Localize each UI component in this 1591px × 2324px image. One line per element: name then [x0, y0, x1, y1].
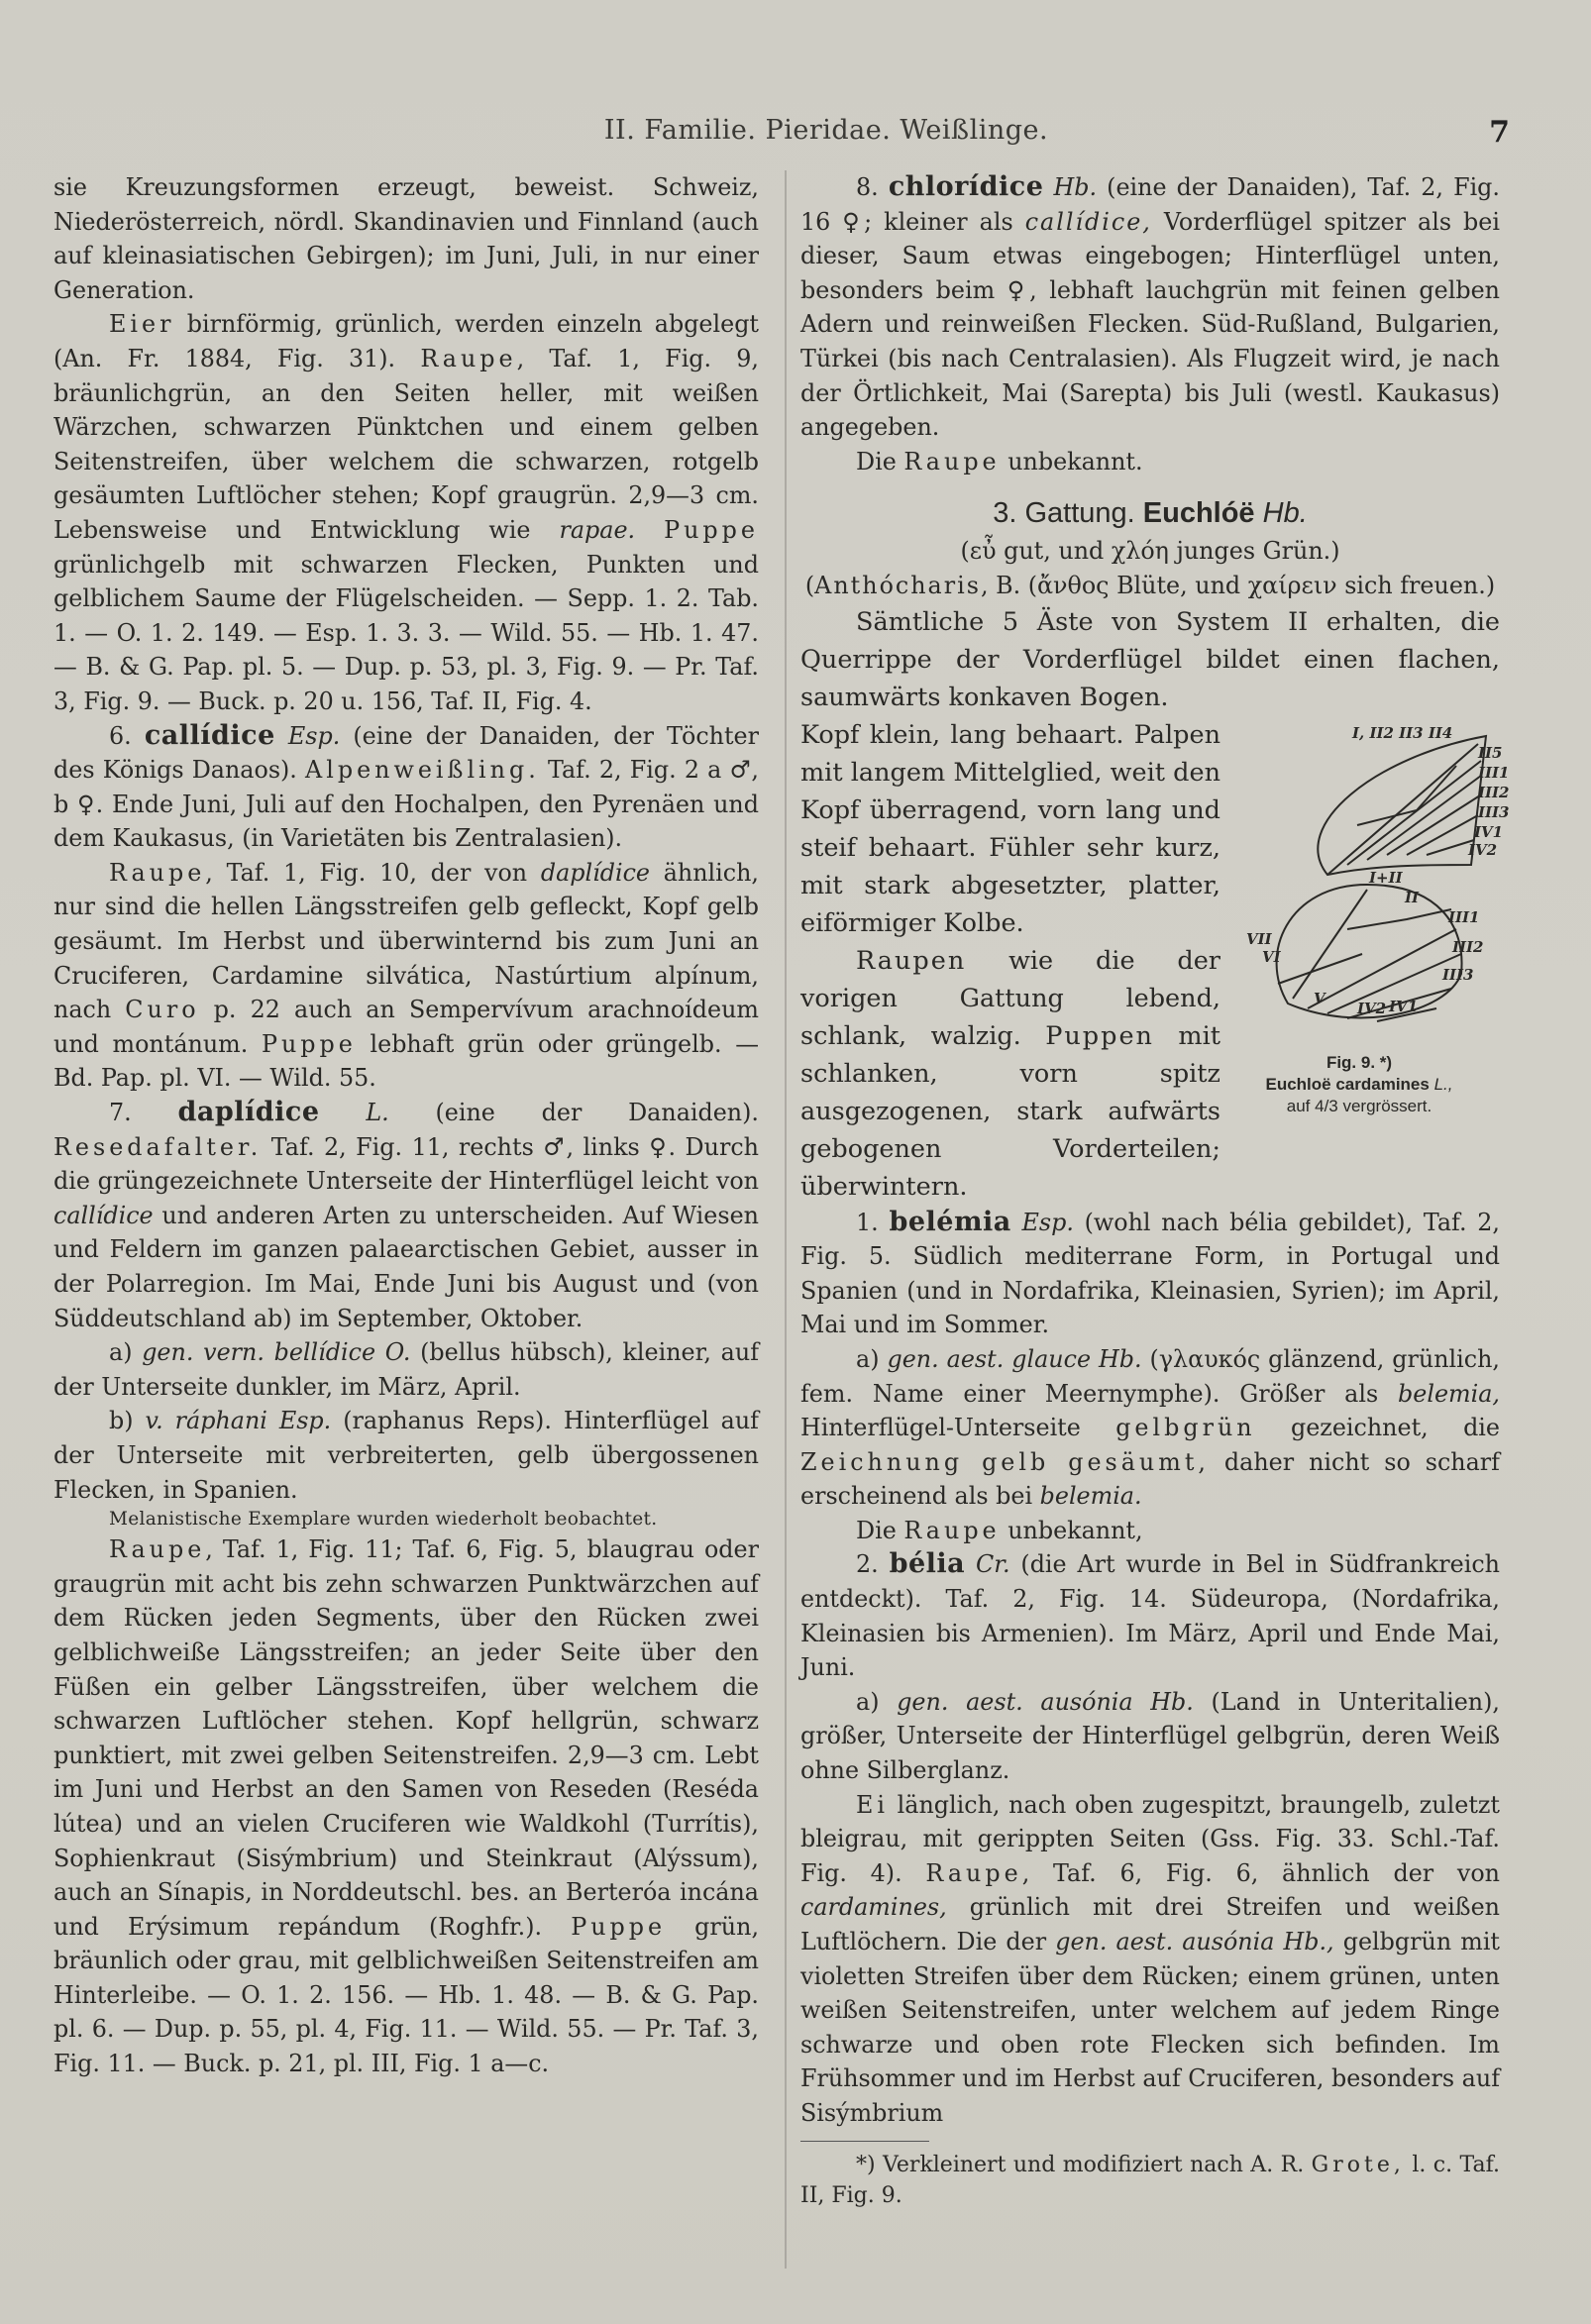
- left-column: [53, 170, 759, 2081]
- paragraph: Eier birnförmig, grünlich, werden einzeln abgelegt (An. Fr. 1884, Fig. 31). Raupe, Taf. 1, Fig. 9, bräunlichgrün, an den Seiten heller, mit weißen Wärzchen, schwarzen Pünktchen und einem gelben Seitenstreifen, über welchem die schwarzen, rotgelb gesäumten Luftlöcher stehen; Kopf graugrün. 2,9—3 cm. Lebensweise und Entwicklung wie rapae. Puppe grünlichgelb mit schwarzen Flecken, Punkten und gelblichem Saume der Flügelscheiden. — Sepp. 1. 2. Tab. 1. — O. 1. 2. 149. — Esp. 1. 3. 3. — Wild. 55. — Hb. 1. 47. — B. & G. Pap. pl. 5. — Dup. p. 53, pl. 3, Fig. 9. — Pr. Taf. 3, Fig. 9. — Buck. p. 20 u. 156, Taf. II, Fig. 4.: [53, 310, 759, 715]
- running-header: [53, 115, 1510, 151]
- species-entry: 1. belémia Esp. (wohl nach bélia gebildet), Taf. 2, Fig. 5. Südlich mediterrane Form, in Portugal und Spanien (und in Nordafrika, Kleinasien, Syrien); im April, Mai und im Sommer.: [800, 1206, 1500, 1339]
- page-number: 7: [1489, 115, 1510, 150]
- synonym: (Anthócharis, B. (ἄνθος Blüte, und χαίρειν sich freuen.): [804, 571, 1496, 599]
- paragraph: Ei länglich, nach oben zugespitzt, braungelb, zuletzt bleigrau, mit gerippten Seiten (Gss. Fig. 33. Schl.-Taf. Fig. 4). Raupe, Taf. 6, Fig. 6, ähnlich der von cardamines, grünlich mit drei Streifen und weißen Luftlöchern. Die der gen. aest. ausónia Hb., gelbgrün mit violetten Streifen über dem Rücken; einem grünen, unten weißen Seitenstreifen, unter welchem auf jedem Ringe schwarze und oben rote Flecken sich befinden. Im Frühsommer und im Herbst auf Cruciferen, besonders auf Sisýmbrium: [800, 1790, 1501, 2127]
- variety-entry: b) v. ráphani Esp. (raphanus Reps). Hinterflügel auf der Unterseite mit verbreiterten, gelb übergossenen Flecken, in Spanien.: [53, 1407, 759, 1504]
- paragraph: Sämtliche 5 Äste von System II erhalten, die Querrippe der Vorderflügel bildet einen flachen, saumwärts konkaven Bogen.: [800, 606, 1500, 712]
- vein-label: IV1: [1474, 822, 1504, 841]
- etymology: (εὖ gut, und χλόη junges Grün.): [960, 537, 1340, 566]
- vein-label: II5: [1478, 743, 1503, 762]
- vein-label: III1: [1478, 763, 1510, 782]
- species-entry: 2. bélia Cr. (die Art wurde in Bel in Südfrankreich entdeckt). Taf. 2, Fig. 14. Südeuropa, (Nordafrika, Kleinasien bis Armenien). Im März, April und Ende Mai, Juni.: [800, 1548, 1500, 1682]
- genus-name: Euchlóë: [1142, 497, 1255, 530]
- vein-label: IV2: [1468, 840, 1498, 859]
- variety-entry: a) gen. aest. glauce Hb. (γλαυκός glänzend, grünlich, fem. Name einer Meernymphe). Größer als belemia, Hinterflügel-Unterseite gelbgrün gezeichnet, die Zeichnung gelb gesäumt, daher nicht so scharf erscheinend als bei belemia.: [800, 1344, 1501, 1511]
- species-entry: 6. callídice Esp. (eine der Danaiden, der Töchter des Königs Danaos). Alpenweißling. Taf. 2, Fig. 2 a ♂, b ♀. Ende Juni, Juli auf den Hochalpen, den Pyrenäen und dem Kaukasus, (in Varietäten bis Zentralasien).: [53, 719, 759, 853]
- vein-label: V: [1314, 989, 1326, 1007]
- vein-label: VII: [1246, 929, 1272, 948]
- vein-label: I, II2 II3 II4: [1352, 723, 1453, 742]
- vein-label: III3: [1478, 802, 1510, 821]
- genus-heading: 3. Gattung. Euchlóë Hb. (εὖ gut, und χλόη junges Grün.) (Anthócharis, B. (ἄνθος Blüte, und χαίρειν sich freuen.): [800, 494, 1500, 602]
- small-note: Melanistische Exemplare wurden wiederholt beobachtet.: [109, 1509, 658, 1531]
- figure-wrap: [800, 716, 1510, 1206]
- paragraph: Die Raupe unbekannt,: [856, 1516, 1143, 1544]
- species-name: belémia: [889, 1206, 1011, 1237]
- vein-label: IV1: [1389, 997, 1419, 1015]
- variety-entry: a) gen. aest. ausónia Hb. (Land in Unteritalien), größer, Unterseite der Hinterflügel gelbgrün, deren Weiß ohne Silberglanz.: [800, 1687, 1500, 1785]
- column-divider: [785, 170, 787, 2269]
- paragraph: Kopf klein, lang behaart. Palpen mit langem Mittelglied, weit den Kopf überragend, vorn lang und steif behaart. Fühler sehr kurz, mit stark abgesetzter, platter, eiförmiger Kolbe.: [800, 719, 1220, 938]
- variety-entry: a) gen. vern. bellídice O. (bellus hübsch), kleiner, auf der Unterseite dunkler, im März, April.: [53, 1338, 759, 1401]
- species-entry: 8. chlorídice Hb. (eine der Danaiden), Taf. 2, Fig. 16 ♀; kleiner als callídice, Vorderflügel spitzer als bei dieser, Saum etwas eingebogen; Hinterflügel unten, besonders beim ♀, lebhaft lauchgrün mit feinen gelben Adern und reinweißen Flecken. Süd-Rußland, Bulgarien, Türkei (bis nach Centralasien). Als Flugzeit wird, je nach der Örtlichkeit, Mai (Sarepta) bis Juli (westl. Kaukasus) angegeben.: [800, 171, 1500, 442]
- vein-label: III3: [1442, 965, 1474, 984]
- wing-venation-figure: [1219, 716, 1510, 1118]
- species-name: callídice: [144, 719, 275, 751]
- paragraph: sie Kreuzungsformen erzeugt, beweist. Schweiz, Niederösterreich, nördl. Skandinavien und Finnland (auch auf kleinasiatischen Gebirgen); im Juni, Juli, in nur einer Generation.: [53, 173, 759, 304]
- species-name: chlorídice: [888, 171, 1044, 202]
- paragraph: Raupe, Taf. 1, Fig. 10, der von daplídice ähnlich, nur sind die hellen Längsstreifen gelb gefleckt, Kopf gelb gesäumt. Im Herbst und überwinternd bis zum Juni an Cruciferen, Cardamine silvática, Nastúrtium alpínum, nach Curo p. 22 auch an Sempervívum arachnoídeum und montánum. Puppe lebhaft grün oder grüngelb. — Bd. Pap. pl. VI. — Wild. 55.: [53, 858, 759, 1093]
- species-name: bélia: [889, 1548, 966, 1580]
- wing-venation-diagram: [1219, 716, 1510, 1043]
- vein-label: IV2: [1357, 999, 1387, 1017]
- vein-label: VI: [1262, 947, 1281, 966]
- running-title: II. Familie. Pieridae. Weißlinge.: [603, 115, 1049, 146]
- paragraph: Raupe, Taf. 1, Fig. 11; Taf. 6, Fig. 5, blaugrau oder graugrün mit acht bis zehn schwarzen Punktwärzchen auf dem Rücken jeden Segments, über den Rücken zwei gelblichweiße Längsstreifen; an jeder Seite über den Füßen ein gelber Längsstreifen, über welchem die schwarzen Luftlöcher stehen. Kopf hellgrün, schwarz punktiert, mit zwei gelben Seitenstreifen. 2,9—3 cm. Lebt im Juni und Herbst an den Samen von Reseden (Reséda lútea) und an vielen Cruciferen wie Waldkohl (Turrítis), Sophienkraut (Sisýmbrium) und Steinkraut (Alýssum), auch an Sínapis, in Norddeutschl. bes. an Berteróa incána und Erýsimum repándum (Roghfr.). Puppe grün, bräunlich oder grau, mit gelblichweißen Seitenstreifen am Hinterleibe. — O. 1. 2. 156. — Hb. 1. 48. — B. & G. Pap. pl. 6. — Dup. p. 55, pl. 4, Fig. 11. — Wild. 55. — Pr. Taf. 3, Fig. 11. — Buck. p. 21, pl. III, Fig. 1 a—c.: [53, 1535, 760, 2078]
- figure-caption: Fig. 9. *) Euchloë cardamines L., auf 4/3 vergrössert.: [1265, 1053, 1453, 1116]
- paragraph: Raupen wie die der vorigen Gattung lebend, schlank, walzig. Puppen mit schlanken, vorn spitz ausgezogenen, stark aufwärts gebogenen Vorderteilen; überwintern.: [800, 945, 1220, 1202]
- species-entry: 7. daplídice L. (eine der Danaiden). Resedafalter. Taf. 2, Fig. 11, rechts ♂, links ♀. Durch die grüngezeichnete Unterseite der Hinterflügel leicht von callídice und anderen Arten zu unterscheiden. Auf Wiesen und Feldern im ganzen palaearctischen Gebiet, ausser in der Polarregion. Im Mai, Ende Juni bis August und (von Süddeutschland ab) im September, Oktober.: [53, 1097, 759, 1332]
- footnote: *) Verkleinert und modifiziert nach A. R. Grote, l. c. Taf. II, Fig. 9.: [800, 2152, 1500, 2208]
- vein-label: III2: [1452, 937, 1484, 956]
- species-name: daplídice: [177, 1097, 320, 1128]
- paragraph: Die Raupe unbekannt.: [856, 447, 1143, 475]
- right-column: [800, 170, 1510, 2211]
- vein-label: III2: [1478, 783, 1510, 801]
- vein-label: III1: [1448, 907, 1480, 926]
- vein-label: I+II: [1369, 868, 1403, 887]
- footnote-rule: [800, 2141, 929, 2142]
- vein-label: II: [1405, 888, 1420, 906]
